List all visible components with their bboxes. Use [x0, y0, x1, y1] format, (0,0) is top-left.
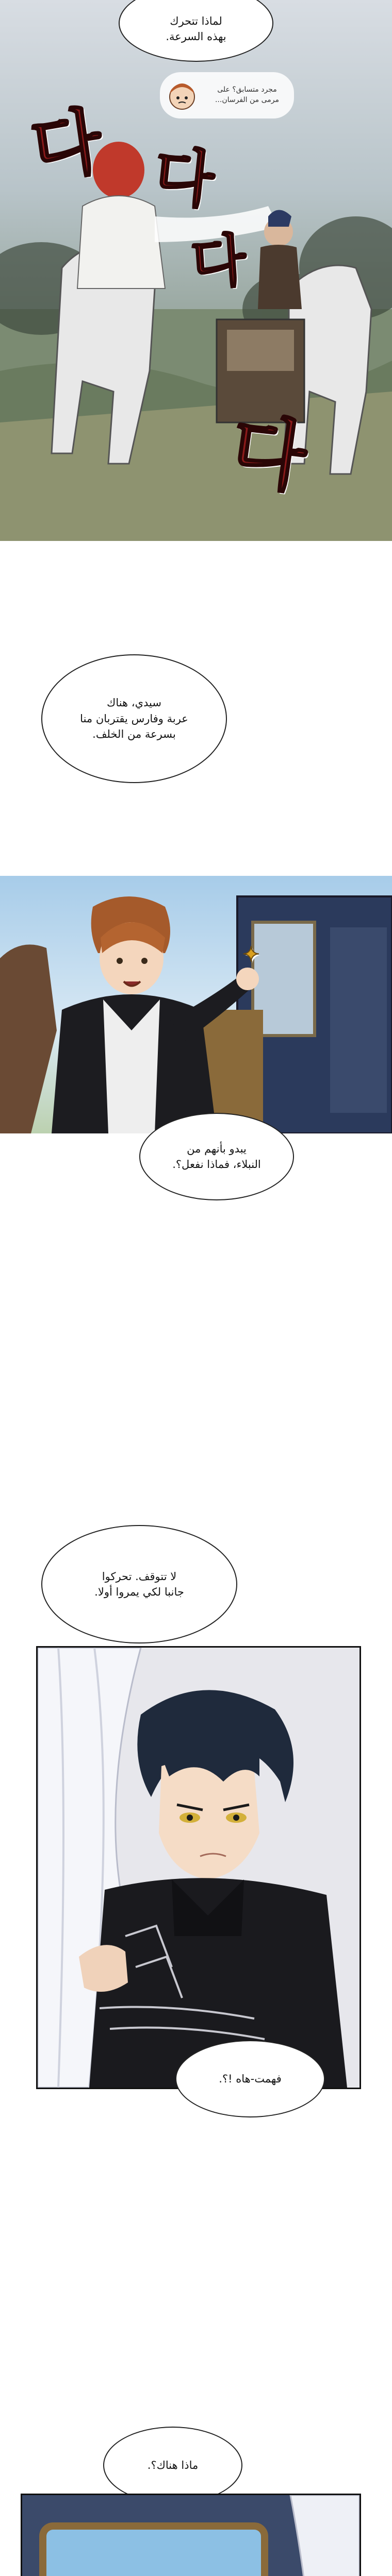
speech-bubble-understood-huh: فهمت-هاه !؟. — [175, 2040, 325, 2117]
caption-text: مجرد متسابق؟ على مرمى من الفرسان... — [215, 86, 280, 104]
panel-reaction-window — [21, 2494, 361, 2576]
sfx-da-3: 다 — [189, 227, 249, 297]
caption-inner-thought — [160, 72, 294, 118]
speech-bubble-nobles-what-to-do: يبدو بأنهم من النبلاء، فماذا نفعل؟. — [139, 1113, 294, 1200]
panel-attendant-report — [0, 876, 392, 1133]
panel2-art — [0, 876, 392, 1133]
sfx-da-1: 다 — [26, 99, 107, 192]
sfx-da-4: 다 — [225, 404, 312, 504]
sfx-da-2: 다 — [150, 140, 218, 217]
panel4-art — [22, 2495, 360, 2576]
speech-bubble-whats-there: ماذا هناك؟. — [103, 2427, 242, 2504]
sfx-knock: ✦ — [242, 943, 260, 967]
panel-carriage-charge — [0, 0, 392, 541]
panel-noble-command — [36, 1646, 361, 2089]
panel3-art — [38, 1648, 360, 2088]
speech-bubble-dont-stop: لا تتوقف. تحركوا جانبا لكي يمروا أولا. — [41, 1525, 237, 1643]
speech-bubble-sir-carriage-approaching: سيدي، هناك عربة وفارس يقتربان منا بسرعة من الخلف. — [41, 654, 227, 783]
chibi-face-icon — [164, 77, 200, 113]
speech-bubble-why-so-fast: لماذا تتحرك بهذه السرعة. — [119, 0, 273, 62]
